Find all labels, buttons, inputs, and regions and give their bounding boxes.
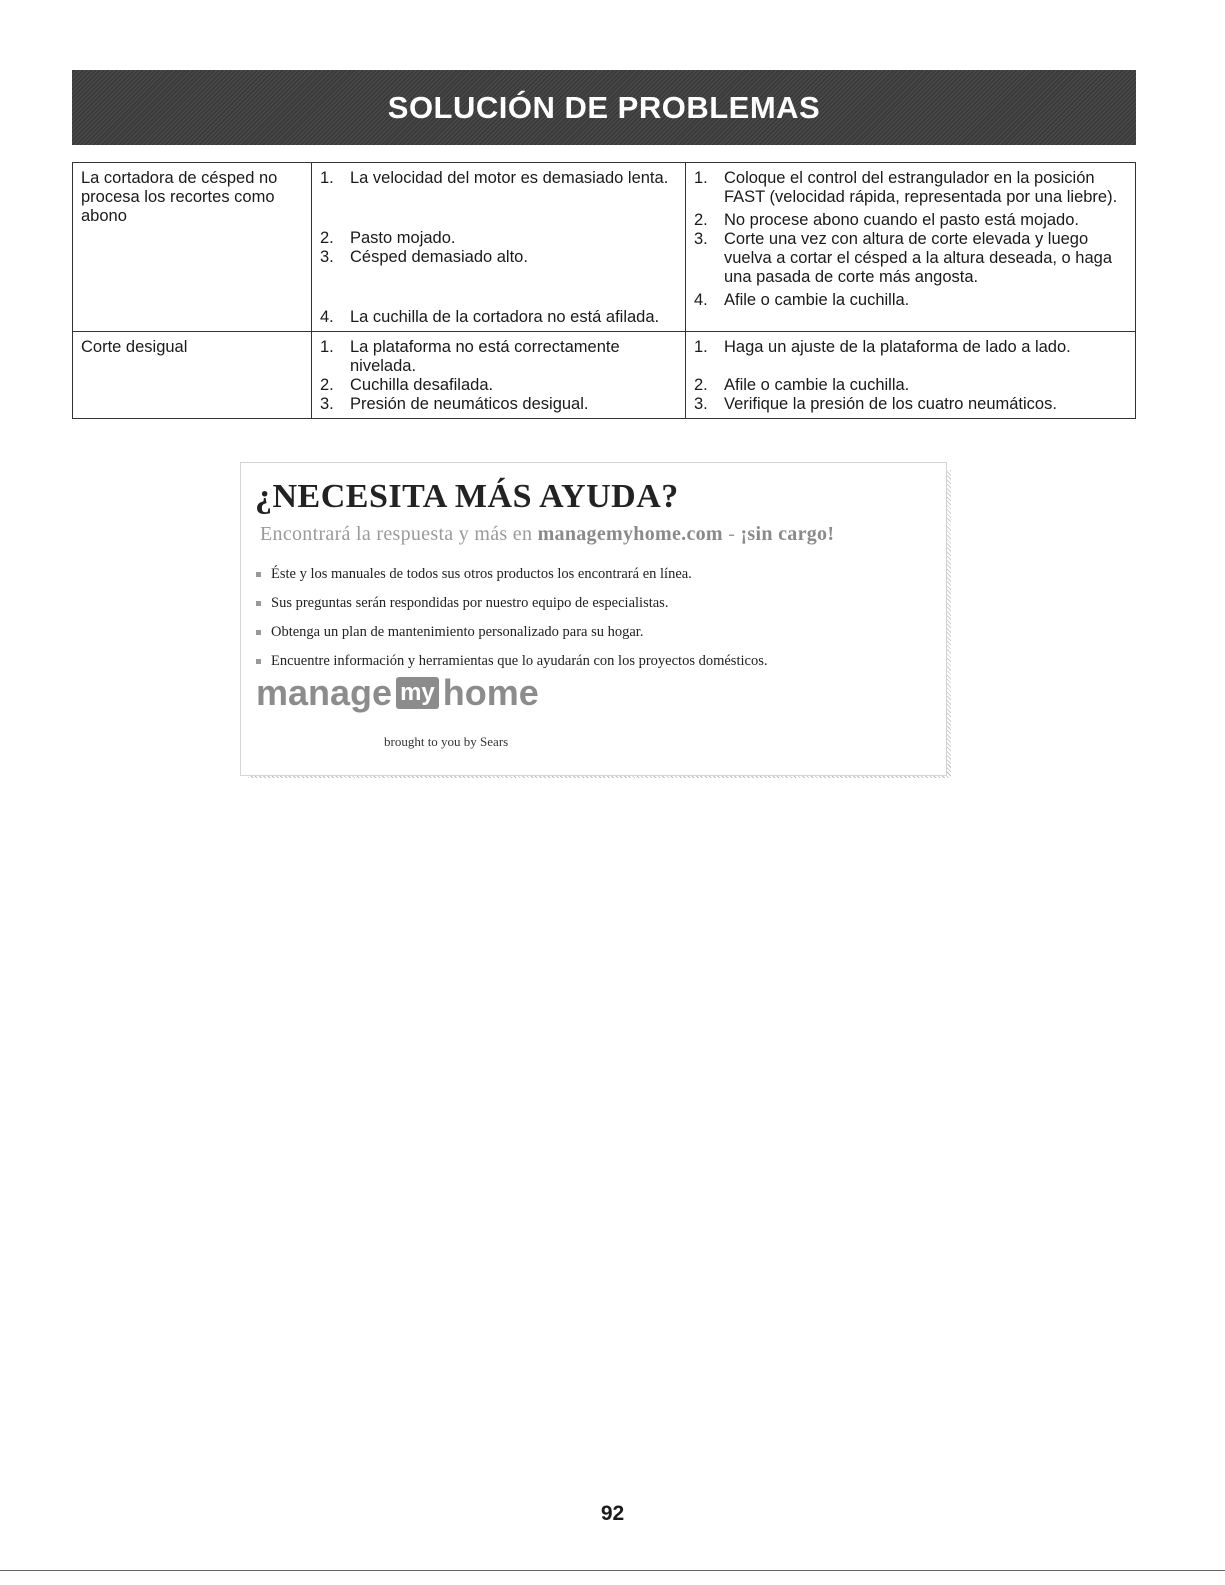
cause-item <box>320 229 679 248</box>
remedy-item <box>694 376 1129 395</box>
remedies-cell <box>686 163 1136 332</box>
cause-number: 4. <box>320 308 334 326</box>
list-item <box>256 589 767 618</box>
cause-item <box>320 395 679 414</box>
cause-text: La velocidad del motor es demasiado lenta. <box>350 169 669 187</box>
remedy-item <box>694 395 1129 414</box>
remedy-number: 3. <box>694 395 708 413</box>
cause-text: Presión de neumáticos desigual. <box>350 395 589 413</box>
bullet-text: Éste y los manuales de todos sus otros productos los encontrará en línea. <box>271 566 692 582</box>
bottom-divider <box>0 1570 1225 1571</box>
list-item <box>256 618 767 647</box>
troubleshooting-table <box>72 162 1136 419</box>
cause-item <box>320 338 679 376</box>
remedy-text: Afile o cambie la cuchilla. <box>724 291 910 309</box>
problem-text: La cortadora de césped no procesa los recortes como abono <box>81 169 278 225</box>
cause-item <box>320 169 679 188</box>
help-subtitle-free: ¡sin cargo! <box>740 523 835 545</box>
help-subtitle <box>260 523 834 546</box>
cause-text: Pasto mojado. <box>350 229 456 247</box>
cause-item <box>320 248 679 267</box>
help-site-link[interactable]: managemyhome.com <box>537 523 723 545</box>
remedies-cell <box>686 332 1136 419</box>
managemyhome-logo <box>256 672 539 714</box>
remedy-item <box>694 211 1129 230</box>
bullet-icon <box>256 659 261 664</box>
bullet-icon <box>256 601 261 606</box>
help-subtitle-separator: - <box>722 523 741 545</box>
problem-cell <box>73 332 312 419</box>
remedy-number: 4. <box>694 291 708 309</box>
remedy-item <box>694 338 1129 357</box>
remedy-number: 3. <box>694 230 708 248</box>
remedy-item <box>694 169 1129 207</box>
bullet-text: Encuentre información y herramientas que lo ayudarán con los proyectos domésticos. <box>271 653 768 669</box>
remedy-text: Coloque el control del estrangulador en la posición FAST (velocidad rápida, representada por una liebre). <box>724 169 1118 206</box>
cause-text: Cuchilla desafilada. <box>350 376 494 394</box>
remedy-text: No procese abono cuando el pasto está mojado. <box>724 211 1079 229</box>
remedy-item <box>694 230 1129 287</box>
table-row <box>73 163 1136 332</box>
remedy-number: 1. <box>694 338 708 356</box>
bullet-icon <box>256 630 261 635</box>
cause-number: 2. <box>320 376 334 394</box>
cause-text: La cuchilla de la cortadora no está afilada. <box>350 308 660 326</box>
cause-number: 3. <box>320 248 334 266</box>
cause-text: Césped demasiado alto. <box>350 248 528 266</box>
problem-text: Corte desigual <box>81 338 188 356</box>
cause-text: La plataforma no está correctamente nivelada. <box>350 338 620 375</box>
problem-cell <box>73 163 312 332</box>
table-row <box>73 332 1136 419</box>
remedy-number: 2. <box>694 376 708 394</box>
bullet-text: Sus preguntas serán respondidas por nuestro equipo de especialistas. <box>271 595 669 611</box>
section-header-banner <box>72 70 1136 145</box>
list-item <box>256 560 767 589</box>
help-title: ¿NECESITA MÁS AYUDA? <box>255 478 679 515</box>
cause-number: 1. <box>320 338 334 356</box>
remedy-text: Verifique la presión de los cuatro neumáticos. <box>724 395 1057 413</box>
cause-item <box>320 308 679 327</box>
cause-number: 2. <box>320 229 334 247</box>
remedy-number: 1. <box>694 169 708 187</box>
section-title: SOLUCIÓN DE PROBLEMAS <box>387 89 821 125</box>
remedy-text: Corte una vez con altura de corte elevada y luego vuelva a cortar el césped a la altura deseada, o haga una pasada de corte más angosta. <box>724 230 1113 286</box>
logo-text-manage: manage <box>256 672 393 713</box>
bullet-icon <box>256 572 261 577</box>
causes-cell <box>312 163 686 332</box>
cause-number: 3. <box>320 395 334 413</box>
logo-tagline: brought to you by Sears <box>384 734 509 749</box>
help-bullet-list <box>256 560 767 676</box>
cause-number: 1. <box>320 169 334 187</box>
logo-text-my: my <box>396 677 439 709</box>
causes-cell <box>312 332 686 419</box>
logo-text-home: home <box>442 672 539 713</box>
remedy-text: Afile o cambie la cuchilla. <box>724 376 910 394</box>
page-number: 92 <box>600 1502 625 1525</box>
remedy-text: Haga un ajuste de la plataforma de lado a lado. <box>724 338 1071 356</box>
cause-item <box>320 376 679 395</box>
help-subtitle-prefix: Encontrará la respuesta y más en <box>260 523 538 545</box>
remedy-number: 2. <box>694 211 708 229</box>
remedy-item <box>694 291 1129 310</box>
bullet-text: Obtenga un plan de mantenimiento personalizado para su hogar. <box>271 624 644 640</box>
